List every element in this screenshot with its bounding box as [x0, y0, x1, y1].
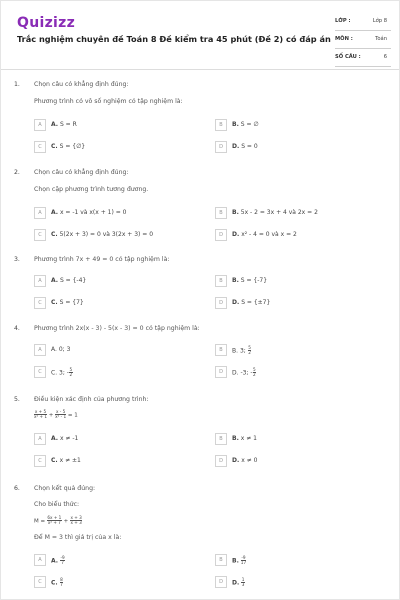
fraction: $\frac{-9}{7}$ [60, 555, 65, 566]
option-label: C. [51, 231, 58, 238]
fraction: $\frac{6x + 1}{\text{x² + 7}}$ [47, 515, 62, 526]
meta-table [335, 13, 391, 67]
option-label: A. [51, 277, 59, 284]
option-letter: B [215, 207, 227, 219]
option-label: C. [51, 369, 58, 377]
question-number: 3. [14, 256, 20, 263]
fraction: $\frac{-9}{17}$ [240, 555, 247, 566]
option-letter: B [215, 433, 227, 445]
worksheet-header [1, 1, 399, 70]
option-text: S = {-4} [59, 277, 87, 284]
option-text: x ≠ -1 [59, 435, 79, 442]
question-number: 6. [14, 485, 20, 492]
question-number: 4. [14, 325, 20, 332]
option-letter: A [34, 275, 46, 287]
option-letter: D [215, 229, 227, 241]
fraction: $\frac{1}{3}$ [241, 577, 245, 588]
expression: M = $\frac{6x + 1}{\text{x² + 7}}$ + $\frac{x + 3}{x + 3}$ [34, 515, 82, 526]
option-letter: A [34, 554, 46, 566]
option-letter: C [34, 576, 46, 588]
equation: $\frac{x + 5}{\text{x² + 1}}$ + $\frac{x - 5}{\text{x² - 1}}$ = 1 [34, 409, 78, 420]
option-letter: C [34, 141, 46, 153]
meta-key: LỚP : [335, 18, 351, 24]
option-label: D. [232, 231, 240, 238]
option-letter: D [215, 141, 227, 153]
meta-key: SỐ CÂU : [335, 54, 361, 60]
option-label: B. [232, 347, 239, 355]
option-letter: A [34, 119, 46, 131]
option-label: B. [232, 209, 239, 216]
option-text: S = {-7} [240, 277, 268, 284]
option-label: D. [232, 457, 240, 464]
option-letter: B [215, 119, 227, 131]
option-letter: C [34, 297, 46, 309]
option-label: A. [51, 557, 59, 565]
option-text: S = {±7} [241, 299, 271, 306]
option-label: B. [232, 435, 239, 442]
question-text: Chọn cặp phương trình tương đương. [34, 186, 149, 193]
option-label: A. [51, 346, 57, 353]
option-label: C. [51, 579, 58, 587]
option-text: S = ∅ [240, 121, 259, 128]
quizizz-logo: Quizizz [17, 15, 76, 31]
option-label: B. [232, 557, 239, 565]
option-text: x = -1 và x(x + 1) = 0 [59, 209, 127, 216]
worksheet-title: Trắc nghiệm chuyên đề Toán 8 Đề kiểm tra 45 phút (Đề 2) có đáp án [17, 34, 331, 44]
option-letter: B [215, 275, 227, 287]
fraction: $\frac{x + 3}{x + 3}$ [70, 515, 82, 526]
meta-row-grade [335, 13, 391, 31]
option-label: C. [51, 457, 58, 464]
option-text: S = {7} [59, 299, 84, 306]
option-label: B. [232, 277, 239, 284]
question-text: Phương trình 2x(x - 3) - 5(x - 3) = 0 có tập nghiệm là: [34, 325, 200, 332]
option-label: C. [51, 299, 58, 306]
option-text: S = R [59, 121, 77, 128]
meta-value: Toán [375, 36, 387, 42]
option-letter: A [34, 433, 46, 445]
option-text: 5x - 2 = 3x + 4 và 2x = 2 [240, 209, 318, 216]
option-text: 3; - [59, 369, 69, 377]
option-label: A. [51, 435, 59, 442]
fraction: $\frac{x + 5}{\text{x² + 1}}$ [34, 409, 47, 420]
option-text: x ≠ ±1 [59, 457, 81, 464]
option-text: S = 0 [241, 143, 258, 150]
option-text: x² - 4 = 0 và x = 2 [241, 231, 297, 238]
option-letter: C [34, 455, 46, 467]
question-number: 2. [14, 169, 20, 176]
question-text: Chọn kết quả đúng: [34, 485, 96, 492]
question-text: Phương trình có vô số nghiệm có tập nghiệm là: [34, 98, 183, 105]
option-letter: D [215, 297, 227, 309]
question-text: Chọn câu có khẳng định đúng: [34, 81, 129, 88]
option-text: 3; [239, 347, 248, 355]
option-text: S = {∅} [59, 143, 86, 150]
fraction: $\frac{x - 5}{\text{x² - 1}}$ [55, 409, 67, 420]
fraction: $\frac{8}{7}$ [60, 577, 63, 588]
option-letter: D [215, 455, 227, 467]
option-label: D. [232, 369, 239, 377]
option-text: x ≠ 1 [240, 435, 257, 442]
question-text: Điều kiện xác định của phương trình: [34, 396, 149, 403]
option-letter: C [34, 229, 46, 241]
meta-row-subject [335, 31, 391, 49]
option-letter: D [215, 366, 227, 378]
option-text: 5(2x + 3) = 0 và 3(2x + 3) = 0 [59, 231, 154, 238]
option-text: 0; 3 [58, 346, 71, 353]
option-letter: A [34, 344, 46, 356]
option-label: A. [51, 209, 59, 216]
question-number: 5. [14, 396, 20, 403]
option-letter: C [34, 366, 46, 378]
option-letter: D [215, 576, 227, 588]
question-number: 1. [14, 81, 20, 88]
option-label: B. [232, 121, 239, 128]
fraction: $\frac{5}{2}$ [253, 367, 256, 378]
meta-key: MÔN : [335, 36, 353, 42]
option-letter: B [215, 554, 227, 566]
option-label: D. [232, 143, 240, 150]
question-text: Phương trình 7x + 49 = 0 có tập nghiệm là: [34, 256, 170, 263]
option-label: D. [232, 299, 240, 306]
meta-value: 6 [383, 54, 387, 60]
meta-row-count [335, 49, 391, 67]
question-text: Cho biểu thức: [34, 501, 80, 508]
option-letter: A [34, 207, 46, 219]
option-text: -3; - [240, 369, 253, 377]
option-letter: B [215, 344, 227, 356]
option-text: x ≠ 0 [241, 457, 258, 464]
option-label: C. [51, 143, 58, 150]
option-label: D. [232, 579, 240, 587]
fraction: $\frac{5}{2}$ [69, 367, 73, 378]
question-text: Chọn câu có khẳng định đúng: [34, 169, 129, 176]
question-text: Để M = 3 thì giá trị của x là: [34, 534, 122, 541]
meta-value: Lớp 8 [372, 18, 387, 24]
option-label: A. [51, 121, 59, 128]
fraction: $\frac{5}{2}$ [248, 345, 251, 356]
